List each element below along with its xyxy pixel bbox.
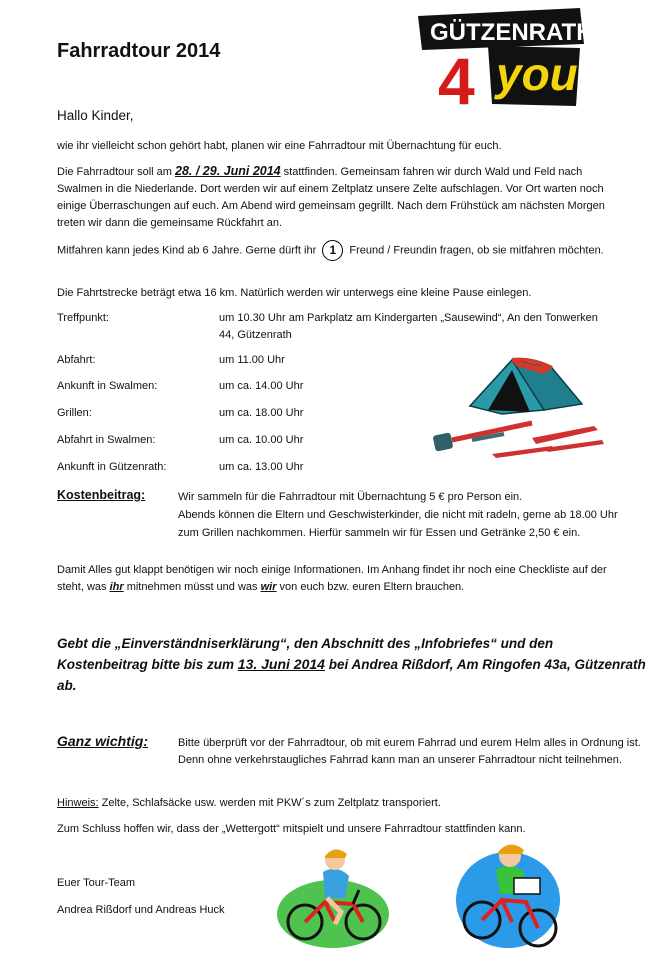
hinweis-label: Hinweis: xyxy=(57,797,99,809)
date-paragraph-after: stattfinden. Gemeinsam fahren wir durch Wald und Feld nach Swalmen in die Niederlande. Dort werden wir auf einem Zeltplatz unsere Zelte aufschlagen. Vor Ort warten noch einige Überraschungen auf euch. Am Abend wird gemeinsam gegrillt. Nach dem Frühstück am nächsten Morgen treten wir dann die gemeinsame Rückfahrt an. xyxy=(57,166,605,229)
tour-date: 28. / 29. Juni 2014 xyxy=(175,164,281,178)
greeting: Hallo Kinder, xyxy=(57,108,134,123)
logo-number: 4 xyxy=(438,44,475,110)
logo-graphic xyxy=(418,8,586,110)
schedule-label-ankunft-guetzenrath: Ankunft in Gützenrath: xyxy=(57,461,167,473)
tent-illustration xyxy=(432,348,607,470)
signature-names: Andrea Rißdorf und Andreas Huck xyxy=(57,904,225,916)
logo-top-text: GÜTZENRATH xyxy=(430,19,586,46)
info-paragraph xyxy=(57,562,627,596)
info-ihr: ihr xyxy=(109,581,124,593)
notice-paragraph xyxy=(57,633,647,696)
info-part-c: von euch bzw. euren Eltern brauchen. xyxy=(276,581,465,593)
schedule-label-grillen: Grillen: xyxy=(57,407,92,419)
schedule-value-abfahrt: um 11.00 Uhr xyxy=(219,354,285,366)
participation-after: Freund / Freundin fragen, ob sie mitfahren möchten. xyxy=(346,244,604,257)
date-paragraph-before: Die Fahrradtour soll am xyxy=(57,166,175,178)
distance-paragraph: Die Fahrtstrecke beträgt etwa 16 km. Natürlich werden wir unterwegs eine kleine Pause einlegen. xyxy=(57,287,532,299)
circled-number: 1 xyxy=(322,240,343,261)
notice-part-a: Gebt die „Einverständniserklärung“, den Abschnitt des „Infobriefes“ und den Kostenbeitrag bitte bis zum xyxy=(57,636,554,672)
wichtig-label: Ganz wichtig: xyxy=(57,733,148,749)
notice-date: 13. Juni 2014 xyxy=(237,656,325,672)
schedule-value-treffpunkt: um 10.30 Uhr am Parkplatz am Kindergarten „Sausewind“, An den Tonwerken 44, Gützenrath xyxy=(219,312,598,341)
wichtig-text: Bitte überprüft vor der Fahrradtour, ob mit eurem Fahrrad und eurem Helm alles in Ordnung ist. Denn ohne verkehrstaugliches Fahrrad kann man an unserer Fahrradtour nicht teilnehmen. xyxy=(178,737,641,766)
info-wir: wir xyxy=(260,581,277,593)
schedule-value-grillen: um ca. 18.00 Uhr xyxy=(219,407,304,419)
page-title: Fahrradtour 2014 xyxy=(57,40,221,62)
logo-you-text: you xyxy=(496,48,578,100)
logo xyxy=(418,8,586,110)
schedule-label-abfahrt: Abfahrt: xyxy=(57,354,96,366)
kosten-label: Kostenbeitrag: xyxy=(57,488,146,502)
schedule-label-treffpunkt: Treffpunkt: xyxy=(57,312,109,324)
info-part-a: Damit Alles gut klappt benötigen wir noch einige Informationen. Im Anhang findet ihr noch eine Checkliste auf der steht, was xyxy=(57,564,607,593)
schedule-value-ankunft-guetzenrath: um ca. 13.00 Uhr xyxy=(219,461,304,473)
cyclist-illustration-1 xyxy=(275,842,390,950)
notice-part-b: bei Andrea Rißdorf, Am Ringofen 43a, Gützenrath ab. xyxy=(57,657,646,693)
hinweis-paragraph xyxy=(57,795,627,812)
schedule-label-abfahrt-swalmen: Abfahrt in Swalmen: xyxy=(57,434,156,446)
schedule-value-abfahrt-swalmen: um ca. 10.00 Uhr xyxy=(219,434,304,446)
signature-team: Euer Tour-Team xyxy=(57,877,136,889)
kosten-line2: Abends können die Eltern und Geschwisterkinder, die nicht mit radeln, gerne ab 18.00 Uhr zum Grillen nachkommen. Hierfür sammeln wir für Essen und Getränke 2,50 € ein. xyxy=(178,509,618,539)
intro-paragraph: wie ihr vielleicht schon gehört habt, planen wir eine Fahrradtour mit Übernachtung für euch. xyxy=(57,140,502,152)
participation-before: Mitfahren kann jedes Kind ab 6 Jahre. Gerne dürft ihr xyxy=(57,244,320,257)
info-part-b: mitnehmen müsst und was xyxy=(123,581,261,593)
hinweis-text: Zelte, Schlafsäcke usw. werden mit PKW´s zum Zeltplatz transporiert. xyxy=(98,797,441,809)
schedule-value-ankunft-swalmen: um ca. 14.00 Uhr xyxy=(219,380,304,392)
closing-paragraph: Zum Schluss hoffen wir, dass der „Wettergott“ mitspielt und unsere Fahrradtour stattfinden kann. xyxy=(57,823,526,835)
bicycle-icon xyxy=(452,832,570,954)
kosten-line1: Wir sammeln für die Fahrradtour mit Übernachtung 5 € pro Person ein. xyxy=(178,491,523,503)
schedule-label-ankunft-swalmen: Ankunft in Swalmen: xyxy=(57,380,158,392)
cyclist-illustration-2 xyxy=(452,832,570,954)
tent-icon xyxy=(432,348,607,470)
date-paragraph xyxy=(57,163,627,232)
kosten-text xyxy=(178,488,638,542)
participation-paragraph xyxy=(57,240,627,261)
bicycle-icon xyxy=(275,842,390,950)
